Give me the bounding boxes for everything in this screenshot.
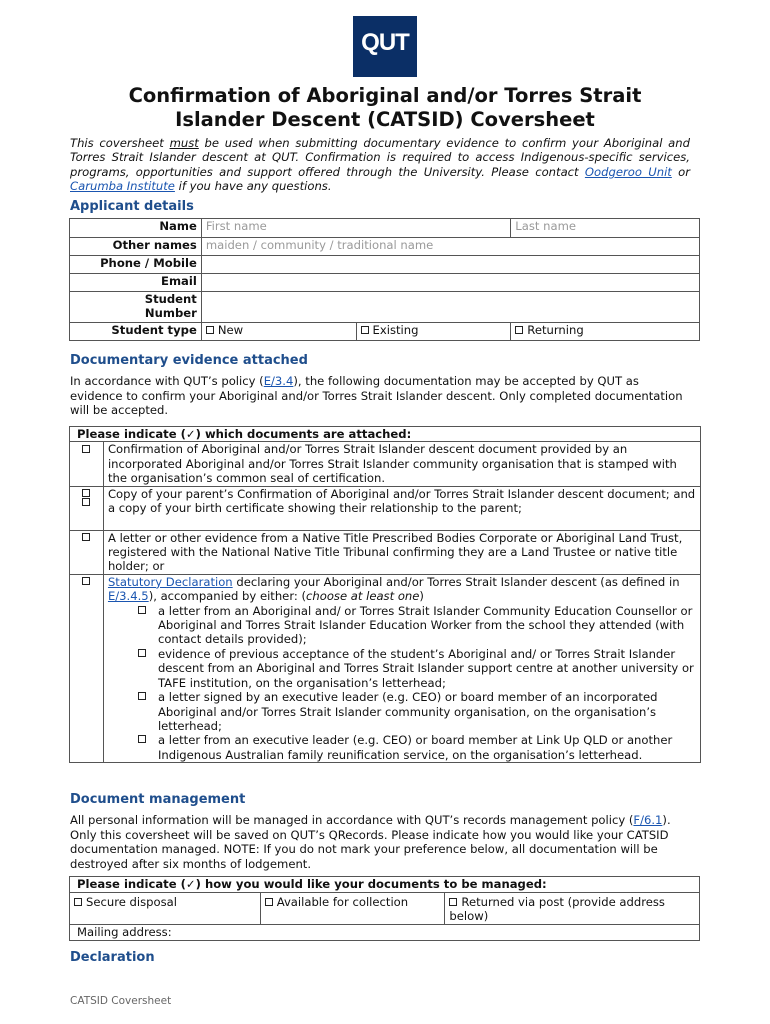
documents-table <box>69 426 701 763</box>
name-label: Name <box>70 219 202 238</box>
oodgeroo-unit-link[interactable]: Oodgeroo Unit <box>584 164 672 179</box>
student-number-field[interactable] <box>201 292 699 323</box>
phone-field[interactable] <box>201 256 699 274</box>
phone-label: Phone / Mobile <box>70 256 202 274</box>
applicant-details-table <box>69 218 700 341</box>
document-option-2: Copy of your parent’s Confirmation of Aboriginal and/or Torres Strait Islander descent document; and a copy of your birth certificate showing their relationship to the parent; <box>103 486 700 530</box>
checkbox-icon[interactable] <box>82 498 90 506</box>
sub-option-4: a letter from an executive leader (e.g. CEO) or board member at Link Up QLD or another Indigenous Australian family reunification service, on the organisation’s letterhead. <box>138 733 696 762</box>
checkbox-icon[interactable] <box>138 735 146 743</box>
last-name-field[interactable]: Last name <box>511 219 700 238</box>
checkbox-icon[interactable] <box>449 898 457 906</box>
intro-paragraph: This coversheet must be used when submitting documentary evidence to confirm your Aboriginal and Torres Strait Islander descent at QUT. Confirmation is required to access Indigenous-specific services, programs, opportunities and support offered through the University. Please contact Oodgeroo Unit or Carumba Institute if you have any questions. <box>70 136 691 194</box>
checkbox-icon[interactable] <box>361 326 369 334</box>
checkbox-icon[interactable] <box>82 489 90 497</box>
evidence-paragraph: In accordance with QUT’s policy (E/3.4), the following documentation may be accepted by QUT as evidence to confirm your Aboriginal and/or Torres Strait Islander descent. Only completed documentation will be accepted. <box>70 374 683 418</box>
checkbox-icon[interactable] <box>515 326 523 334</box>
qut-logo: QUT <box>353 16 417 77</box>
first-name-field[interactable]: First name <box>201 219 510 238</box>
page-title: Confirmation of Aboriginal and/or Torres Strait Islander Descent (CATSID) Coversheet <box>128 84 642 131</box>
documentary-evidence-heading: Documentary evidence attached <box>70 353 308 368</box>
checkbox-icon[interactable] <box>206 326 214 334</box>
checkbox-icon[interactable] <box>82 533 90 541</box>
policy-f61-link[interactable]: F/6.1 <box>633 813 663 827</box>
sub-option-2: evidence of previous acceptance of the student’s Aboriginal and/ or Torres Strait Islander descent from an Aboriginal and Torres Strait Islander support centre at another university or TAFE institution, on the organisation’s letterhead; <box>138 647 696 690</box>
mailing-address-field[interactable]: Mailing address: <box>70 925 700 941</box>
option-returned-post[interactable]: Returned via post (provide address below) <box>445 893 700 925</box>
email-field[interactable] <box>201 274 699 292</box>
document-management-heading: Document management <box>70 792 246 807</box>
management-table-header: Please indicate (✓) how you would like your documents to be managed: <box>70 877 700 893</box>
option-secure-disposal[interactable]: Secure disposal <box>70 893 261 925</box>
student-type-new[interactable]: New <box>201 323 356 341</box>
checkbox-icon[interactable] <box>265 898 273 906</box>
option-available-collection[interactable]: Available for collection <box>260 893 445 925</box>
policy-e34-link[interactable]: E/3.4 <box>263 374 294 388</box>
checkbox-icon[interactable] <box>138 606 146 614</box>
sub-option-1: a letter from an Aboriginal and/ or Torres Strait Islander Community Education Counsellor or Aboriginal and Torres Strait Islander Education Worker from the school they attended (with contact details provided); <box>138 604 696 647</box>
page-footer: CATSID Coversheet <box>70 995 172 1007</box>
email-label: Email <box>70 274 202 292</box>
student-type-returning[interactable]: Returning <box>511 323 700 341</box>
applicant-details-heading: Applicant details <box>70 199 194 214</box>
policy-e345-link[interactable]: E/3.4.5 <box>107 589 149 604</box>
checkbox-icon[interactable] <box>138 692 146 700</box>
checkbox-icon[interactable] <box>138 649 146 657</box>
management-table <box>69 876 700 941</box>
student-number-label: Student Number <box>70 292 202 323</box>
statutory-declaration-link[interactable]: Statutory Declaration <box>107 574 233 589</box>
checkbox-icon[interactable] <box>74 898 82 906</box>
sub-option-3: a letter signed by an executive leader (e.g. CEO) or board member of an incorporated Aboriginal and/or Torres Strait Islander community organisation, on the organisation’s letterhead; <box>138 690 696 733</box>
checkbox-icon[interactable] <box>82 577 90 585</box>
document-option-3: A letter or other evidence from a Native Title Prescribed Bodies Corporate or Aboriginal Land Trust, registered with the National Native Title Tribunal confirming they are a Land Trustee or native title holder; or <box>103 530 700 574</box>
other-names-field[interactable]: maiden / community / traditional name <box>201 238 699 256</box>
management-paragraph: All personal information will be managed in accordance with QUT’s records management policy (F/6.1). Only this coversheet will be saved on QUT’s QRecords. Please indicate how you would like your CATSID documentation managed. NOTE: If you do not mark your preference below, all documentation will be destroyed after six months of lodgement. <box>70 813 671 871</box>
document-option-1: Confirmation of Aboriginal and/or Torres Strait Islander descent document provided by an incorporated Aboriginal and/or Torres Strait Islander community organisation that is stamped with the organisation’s common seal of certification. <box>103 442 700 486</box>
document-option-4: Statutory Declaration declaring your Aboriginal and/or Torres Strait Islander descent (as defined in E/3.4.5), accompanied by either: (choose at least one) a letter from an Aboriginal and/ or Torres Strait Islander Community Education Counsellor or Aboriginal and Torres Strait Islander Education Worker from the school they attended (with contact details provided); evidence of previous acceptance of the student’s Aboriginal and/ or Torres Strait Islander descent from an Aboriginal and Torres Strait Islander support centre at another university or TAFE institution, on the organisation’s letterhead; a letter signed by an executive leader (e.g. CEO) or board member of an incorporated Aboriginal and/or Torres Strait Islander community organisation, on the organisation’s letterhead; a letter from an executive leader (e.g. CEO) or board member at Link Up QLD or another Indigenous Australian family reunification service, on the organisation’s letterhead. <box>103 574 700 762</box>
student-type-label: Student type <box>70 323 202 341</box>
other-names-label: Other names <box>70 238 202 256</box>
checkbox-icon[interactable] <box>82 445 90 453</box>
documents-table-header: Please indicate (✓) which documents are attached: <box>70 427 701 442</box>
student-type-existing[interactable]: Existing <box>356 323 511 341</box>
carumba-institute-link[interactable]: Carumba Institute <box>70 179 175 194</box>
declaration-heading: Declaration <box>70 950 155 965</box>
